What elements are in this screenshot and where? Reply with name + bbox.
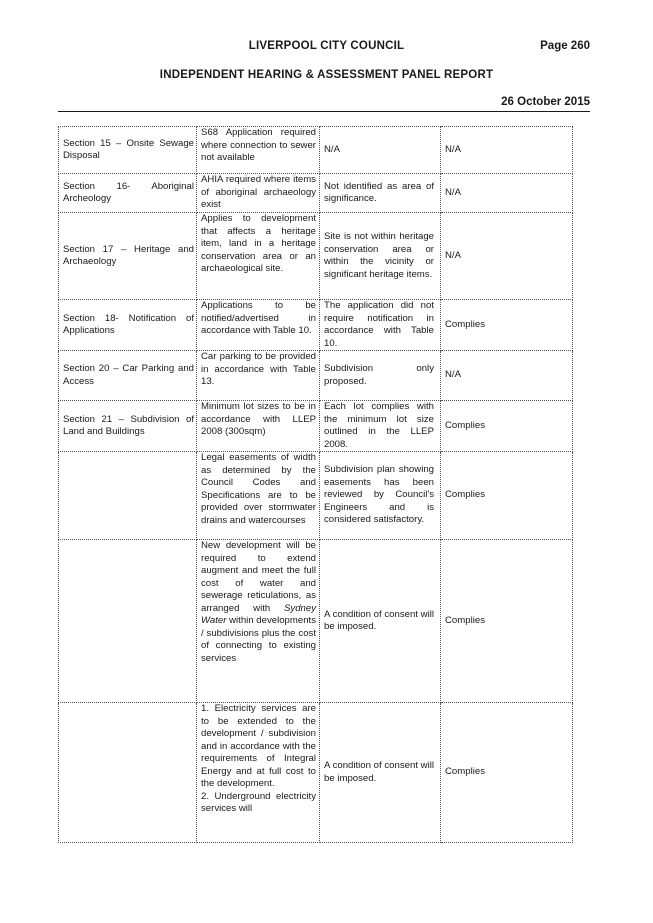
compliance-table [58, 126, 573, 843]
page-number: Page 260 [540, 40, 590, 52]
table-row [59, 300, 573, 351]
comment-cell: Site is not within heritage conservation area or within the vicinity or significant heritage items. [320, 213, 441, 300]
table-row [59, 703, 573, 843]
table-row [59, 540, 573, 703]
report-title: INDEPENDENT HEARING & ASSESSMENT PANEL REPORT [159, 69, 494, 81]
section-cell: Section 15 – Onsite Sewage Disposal [59, 127, 197, 174]
section-cell [59, 540, 197, 703]
requirement-cell: AHIA required where items of aboriginal archaeology exist [197, 174, 320, 213]
section-cell: Section 16- Aboriginal Archeology [59, 174, 197, 213]
table-row [59, 174, 573, 213]
header-divider [58, 111, 590, 112]
requirement-cell: Minimum lot sizes to be in accordance with LLEP 2008 (300sqm) [197, 401, 320, 452]
compliance-cell: N/A [441, 174, 573, 213]
comment-cell: N/A [320, 127, 441, 174]
comment-cell: Subdivision only proposed. [320, 351, 441, 401]
report-date: 26 October 2015 [501, 96, 590, 108]
compliance-cell: N/A [441, 127, 573, 174]
table-row [59, 213, 573, 300]
section-cell: Section 21 – Subdivision of Land and Buildings [59, 401, 197, 452]
requirement-cell [197, 540, 320, 703]
section-cell [59, 452, 197, 540]
compliance-cell: Complies [441, 300, 573, 351]
table-row [59, 351, 573, 401]
comment-cell: Subdivision plan showing easements has been reviewed by Council's Engineers and is considered satisfactory. [320, 452, 441, 540]
requirement-text: within developments / subdivisions plus the cost of connecting to existing services [201, 615, 317, 664]
requirement-cell: Legal easements of width as determined by the Council Codes and Specifications are to be provided over stormwater drains and watercourses [197, 452, 320, 540]
compliance-cell: Complies [441, 540, 573, 703]
section-cell: Section 20 – Car Parking and Access [59, 351, 197, 401]
council-name: LIVERPOOL CITY COUNCIL [248, 40, 405, 52]
requirement-text: New development will be required to extend augment and meet the full cost of water and sewerage reticulations, as arranged with [201, 540, 316, 614]
table-row [59, 401, 573, 452]
requirement-cell: S68 Application required where connection to sewer not available [197, 127, 320, 174]
table-row [59, 452, 573, 540]
requirement-cell: Car parking to be provided in accordance with Table 13. [197, 351, 320, 401]
requirement-item: 2. Underground electricity services will [201, 790, 316, 814]
section-cell [59, 703, 197, 843]
comment-cell: Each lot complies with the minimum lot size outlined in the LLEP 2008. [320, 401, 441, 452]
compliance-cell: Complies [441, 703, 573, 843]
requirement-cell: Applications to be notified/advertised in accordance with Table 10. [197, 300, 320, 351]
compliance-cell: Complies [441, 452, 573, 540]
comment-cell: The application did not require notification in accordance with Table 10. [320, 300, 441, 351]
section-cell: Section 17 – Heritage and Archaeology [59, 213, 197, 300]
compliance-cell: Complies [441, 401, 573, 452]
comment-cell: A condition of consent will be imposed. [320, 703, 441, 843]
requirement-item: 1. Electricity services are to be extended to the development / subdivision and in accordance with the requirements of Integral Energy and at full cost to the development. [201, 703, 316, 789]
table-row [59, 127, 573, 174]
comment-cell: A condition of consent will be imposed. [320, 540, 441, 703]
comment-cell: Not identified as area of significance. [320, 174, 441, 213]
requirement-cell: Applies to development that affects a heritage item, land in a heritage conservation area or an archaeological site. [197, 213, 320, 300]
compliance-cell: N/A [441, 213, 573, 300]
compliance-cell: N/A [441, 351, 573, 401]
requirement-italic-text: Sydney Water [201, 602, 316, 626]
requirement-cell [197, 703, 320, 843]
section-cell: Section 18- Notification of Applications [59, 300, 197, 351]
